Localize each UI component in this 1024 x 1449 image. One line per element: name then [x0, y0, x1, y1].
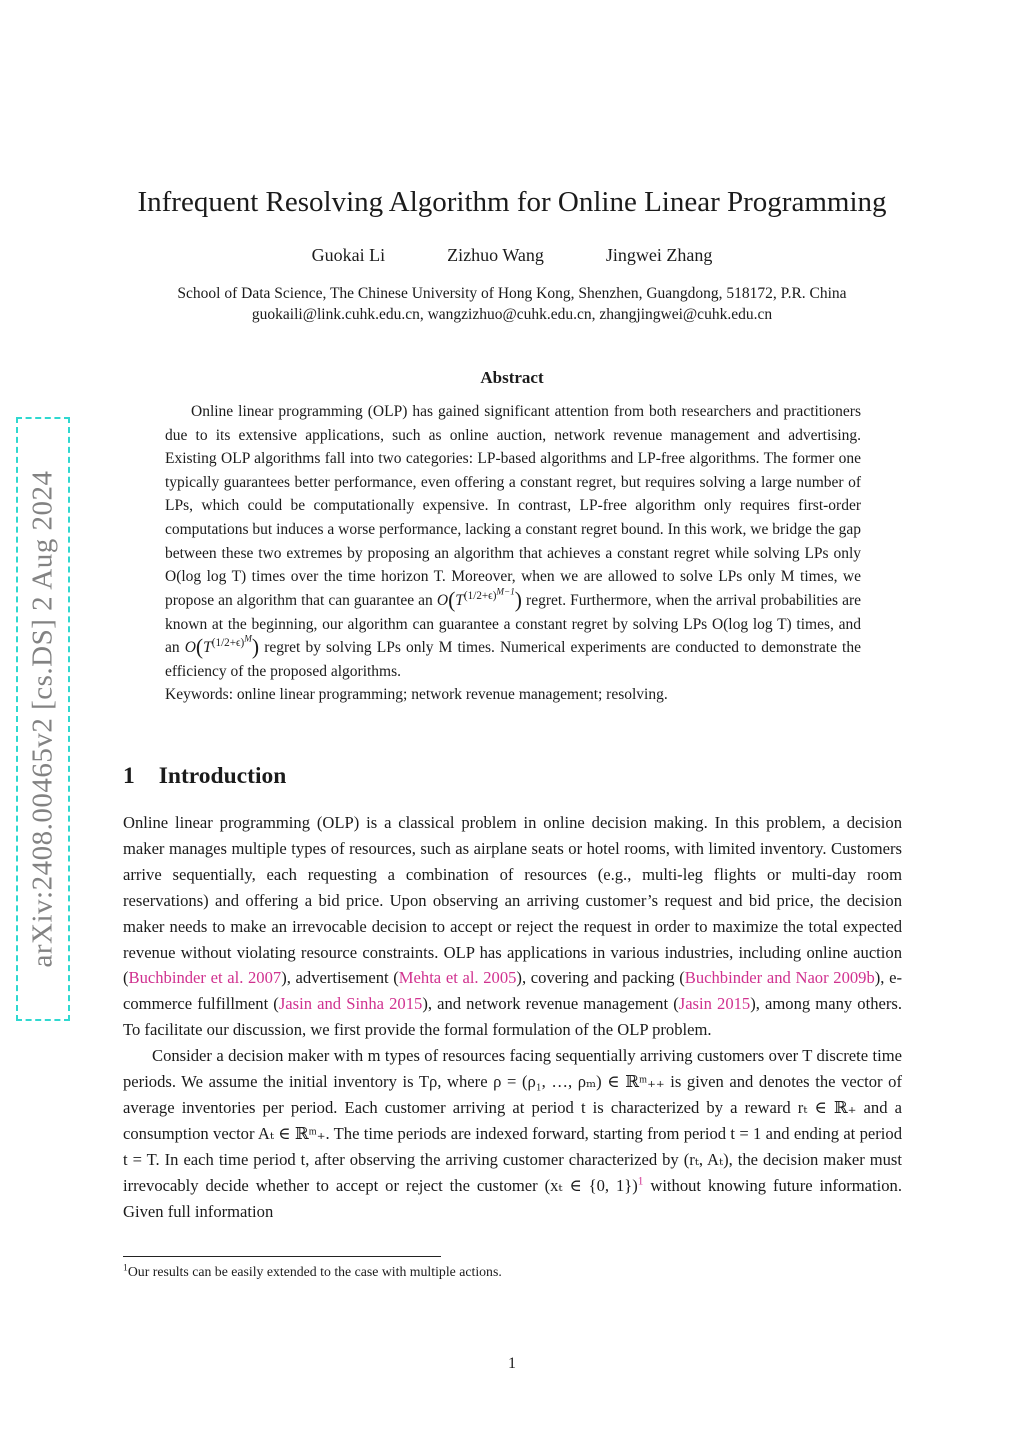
author-list [0, 245, 1024, 266]
section-heading-introduction [123, 763, 286, 790]
intro-paragraph-2: Consider a decision maker with m types of resources facing sequentially arriving customers over T discrete time periods. We assume the initial inventory is Tρ, where ρ = (ρ₁, …, ρₘ) ∈ ℝᵐ₊₊ is given and denotes the vector of average inventories per period. Each customer arriving at period t is characterized by a reward rₜ ∈ ℝ₊ and a consumption vector Aₜ ∈ ℝᵐ₊. The time periods are indexed forward, starting from period t = 1 and ending at period t = T. In each time period t, after observing the arriving customer characterized by (rₜ, Aₜ), the decision maker must irrevocably decide whether to accept or reject the customer (xₜ ∈ {0, 1})$^1$ without knowing future information. Given full information [123, 1046, 902, 1221]
footnote-rule [123, 1256, 441, 1257]
author-name: Guokai Li [311, 245, 386, 265]
citation-link[interactable]: Jasin 2015 [678, 994, 751, 1014]
citation-link[interactable]: Mehta et al. 2005 [398, 968, 517, 988]
footnote-text: Our results can be easily extended to the case with multiple actions. [127, 1264, 502, 1279]
citation-link[interactable]: Buchbinder and Naor 2009b [684, 968, 875, 988]
intro-paragraph-1: Online linear programming (OLP) is a classical problem in online decision making. In this problem, a decision maker manages multiple types of resources, such as airplane seats or hotel rooms, with limited inventory. Customers arrive sequentially, each requesting a combination of resources (e.g., multi-leg flights or multi-day room reservations) and offering a bid price. Upon observing an arriving customer’s request and bid price, the decision maker needs to make an irrevocable decision to accept or reject the request in order to maximize the total expected revenue without violating resource constraints. OLP has applications in various industries, including online auction (Buchbinder et al. 2007), advertisement (Mehta et al. 2005), covering and packing (Buchbinder and Naor 2009b), e-commerce fulfillment (Jasin and Sinha 2015), and network revenue management (Jasin 2015), among many others. To facilitate our discussion, we first provide the formal formulation of the OLP problem. [123, 813, 902, 1040]
footnote-number: 1 [123, 1262, 128, 1274]
keywords-line: Keywords: online linear programming; network revenue management; resolving. [165, 686, 668, 704]
abstract-text: regret. Furthermore, when the arrival probabilities are known at the beginning, our algorithm can guarantee a constant regret by solving LPs O(log log T) times, and an [165, 591, 862, 657]
citation-link[interactable]: Jasin and Sinha 2015 [278, 994, 423, 1014]
abstract-body [165, 400, 861, 707]
section-title: Introduction [158, 763, 287, 789]
author-name: Jingwei Zhang [605, 245, 713, 265]
arxiv-watermark-box [16, 417, 70, 1021]
citation-link[interactable]: Buchbinder et al. 2007 [128, 968, 282, 988]
author-name: Zizhuo Wang [447, 245, 544, 265]
affiliation: School of Data Science, The Chinese University of Hong Kong, Shenzhen, Guangdong, 518172, P.R. China [177, 285, 847, 302]
abstract-text: Online linear programming (OLP) has gained significant attention from both researchers and practitioners due to its extensive applications, such as online auction, network revenue management and advertising. Existing OLP algorithms fall into two categories: LP-based algorithms and LP-free algorithms. The former one typically guarantees better performance, even offering a constant regret, but requires solving a large number of LPs, which could be computationally expensive. In contrast, LP-free algorithm only requires first-order computations but induces a worse performance, lacking a constant regret bound. In this work, we bridge the gap between these two extremes by proposing an algorithm that achieves a constant regret while solving LPs only O(log log T) times over the time horizon T. Moreover, when we are allowed to solve LPs only M times, we propose an algorithm that can guarantee an [165, 403, 861, 609]
page-title: Infrequent Resolving Algorithm for Online Linear Programming [137, 186, 887, 218]
abstract-text: regret by solving LPs only M times. Numerical experiments are conducted to demonstrate the efficiency of the proposed algorithms. [165, 639, 861, 680]
footnote [123, 1262, 902, 1281]
abstract-paragraph [165, 400, 861, 683]
arxiv-watermark-text: arXiv:2408.00465v2 [cs.DS] 2 Aug 2024 [26, 470, 59, 968]
section-number: 1 [123, 763, 135, 789]
abstract-heading: Abstract [480, 368, 544, 387]
regret-formula-1: $O(T^{(1/2+\epsilon)^{M-1}})$ [436, 585, 523, 612]
regret-formula-2: $O(T^{(1/2+\epsilon)^M})$ [184, 633, 260, 660]
page-number: 1 [508, 1355, 516, 1372]
introduction-body [123, 810, 902, 1225]
author-emails: guokaili@link.cuhk.edu.cn, wangzizhuo@cuhk.edu.cn, zhangjingwei@cuhk.edu.cn [251, 306, 773, 323]
footnote-marker-link[interactable]: 1 [637, 1175, 644, 1188]
